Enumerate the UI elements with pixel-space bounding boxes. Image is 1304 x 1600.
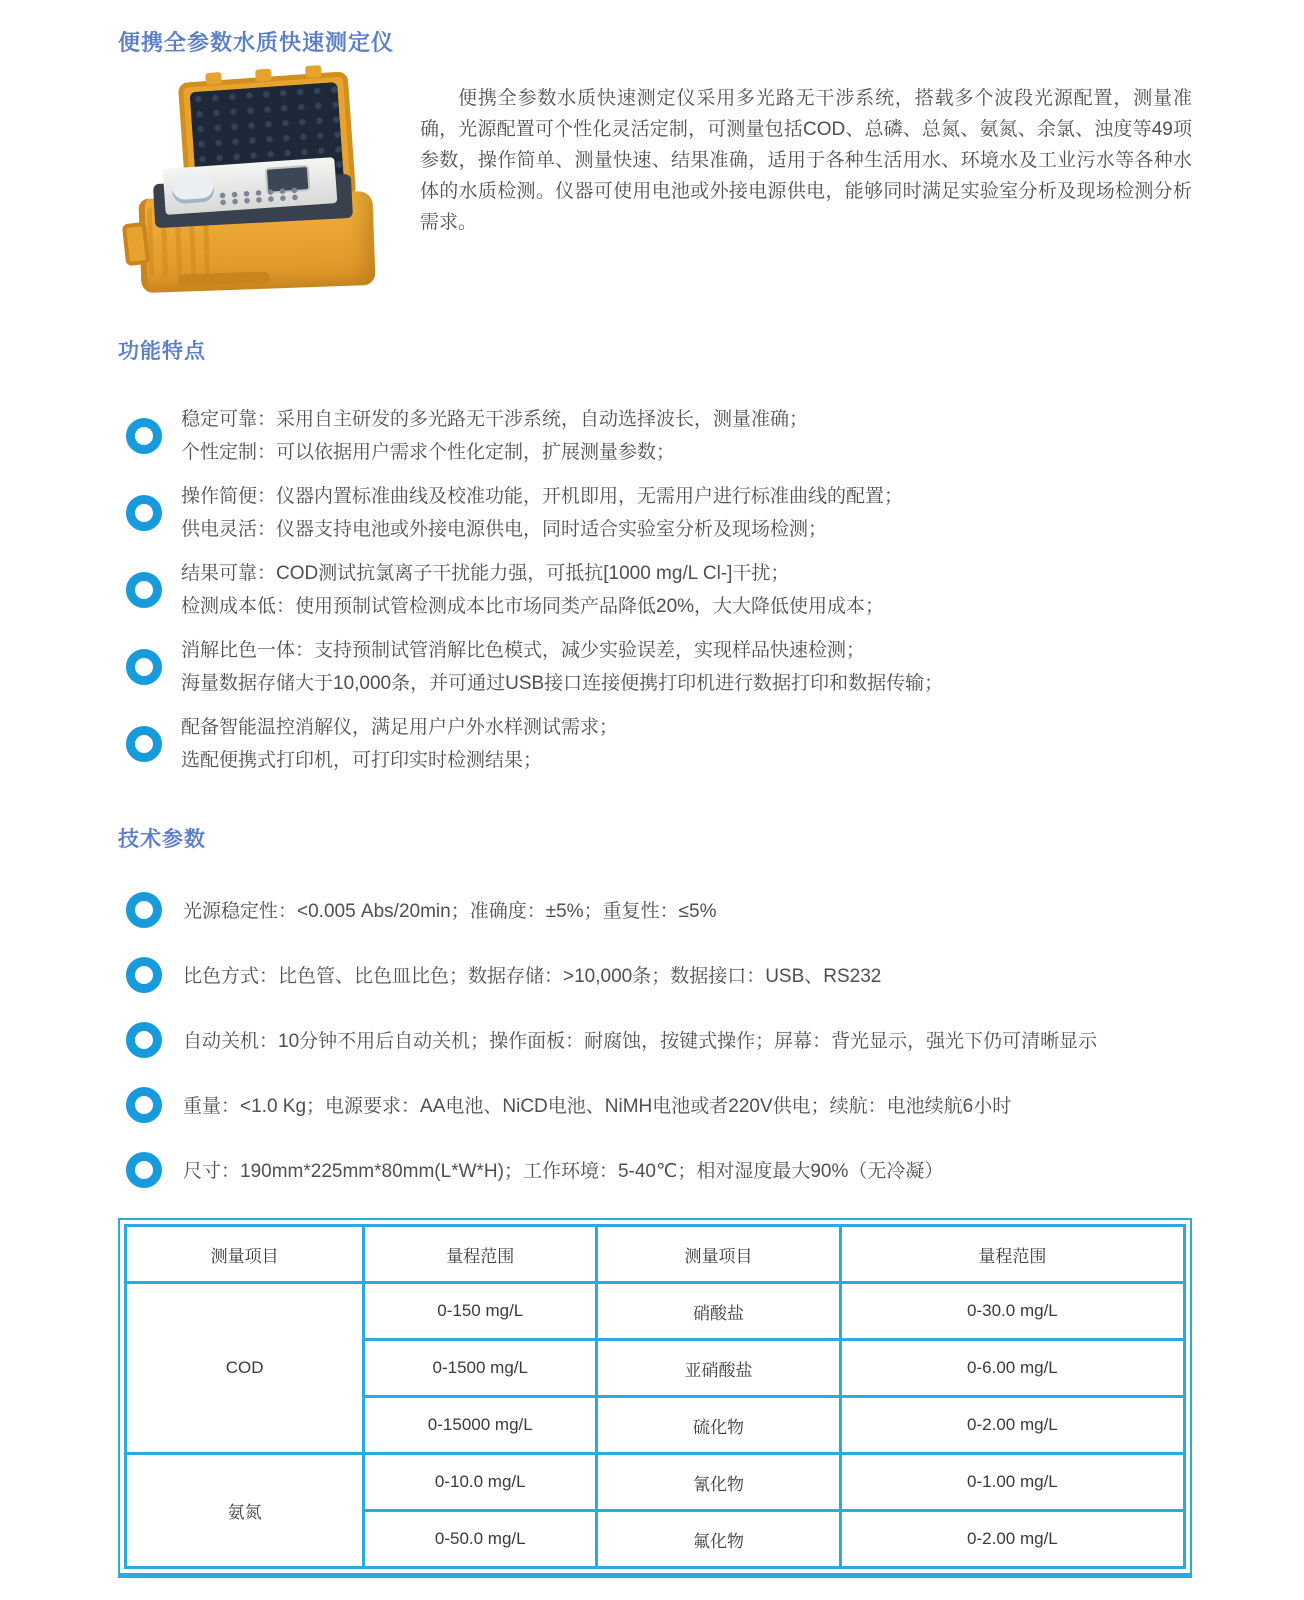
header-measure-item-1: 测量项目 xyxy=(126,1226,364,1283)
feature-text xyxy=(181,480,903,546)
range-cell: 0-2.00 mg/L xyxy=(840,1397,1184,1454)
group-name-cell: 氨氮 xyxy=(126,1454,364,1568)
feature-line: 操作简便：仪器内置标准曲线及校准功能，开机即用，无需用户进行标准曲线的配置； xyxy=(181,486,904,507)
bullet-ring-icon xyxy=(126,1152,162,1188)
param-cell: 氰化物 xyxy=(597,1454,841,1511)
range-cell: 0-15000 mg/L xyxy=(364,1397,597,1454)
feature-item xyxy=(118,634,1192,700)
feature-line: 供电灵活：仪器支持电池或外接电源供电，同时适合实验室分析及现场检测； xyxy=(181,519,828,540)
instrument-module xyxy=(171,176,215,205)
spec-item xyxy=(118,956,1192,993)
spec-text: 重量：<1.0 Kg；电源要求：AA电池、NiCD电池、NiMH电池或者220V供电；续航：电池续航6小时 xyxy=(183,1096,1012,1117)
bullet-ring-icon xyxy=(126,418,162,454)
case-handle xyxy=(122,222,150,266)
range-cell: 0-1500 mg/L xyxy=(364,1340,597,1397)
features-heading: 功能特点 xyxy=(118,340,206,363)
feature-item xyxy=(118,480,1192,546)
table-row xyxy=(126,1454,1185,1511)
param-cell: 亚硝酸盐 xyxy=(597,1340,841,1397)
bullet-ring-icon xyxy=(126,572,162,608)
spec-text: 尺寸：190mm*225mm*80mm(L*W*H)；工作环境：5-40℃；相对湿度最大90%（无冷凝） xyxy=(183,1161,944,1182)
case-latch xyxy=(205,72,222,85)
measurement-range-table xyxy=(118,1218,1192,1578)
feature-line: 选配便携式打印机，可打印实时检测结果； xyxy=(181,750,543,771)
product-intro-row xyxy=(118,75,1192,299)
bullet-ring-icon xyxy=(126,495,162,531)
feature-line: 个性定制：可以依据用户需求个性化定制，扩展测量参数； xyxy=(181,442,676,463)
range-cell: 0-10.0 mg/L xyxy=(364,1454,597,1511)
bullet-ring-icon xyxy=(126,649,162,685)
case-latch xyxy=(255,69,272,82)
spec-text: 光源稳定性：<0.005 Abs/20min；准确度：±5%；重复性：≤5% xyxy=(183,901,717,922)
bullet-ring-icon xyxy=(126,726,162,762)
feature-line: 稳定可靠：采用自主研发的多光路无干涉系统，自动选择波长，测量准确； xyxy=(181,409,809,430)
bullet-ring-icon xyxy=(126,892,162,928)
range-cell: 0-30.0 mg/L xyxy=(840,1283,1184,1340)
bullet-ring-icon xyxy=(126,1022,162,1058)
spec-item xyxy=(118,1021,1192,1058)
spec-item xyxy=(118,891,1192,928)
feature-line: 配备智能温控消解仪，满足用户户外水样测试需求； xyxy=(181,717,619,738)
feature-text xyxy=(181,711,618,777)
features-list xyxy=(118,403,1192,777)
bullet-ring-icon xyxy=(126,957,162,993)
range-cell: 0-1.00 mg/L xyxy=(840,1454,1184,1511)
feature-text xyxy=(181,557,884,623)
feature-text xyxy=(181,403,808,469)
spec-text: 比色方式：比色管、比色皿比色；数据存储：>10,000条；数据接口：USB、RS232 xyxy=(183,966,882,987)
spec-item xyxy=(118,1086,1192,1123)
spec-text: 自动关机：10分钟不用后自动关机；操作面板：耐腐蚀，按键式操作；屏幕：背光显示，强光下仍可清晰显示 xyxy=(183,1031,1098,1052)
page-title: 便携全参数水质快速测定仪 xyxy=(118,30,395,55)
bullet-ring-icon xyxy=(126,1087,162,1123)
table-header-row xyxy=(126,1226,1185,1283)
header-range-2: 量程范围 xyxy=(840,1226,1184,1283)
feature-item xyxy=(118,403,1192,469)
param-cell: 氟化物 xyxy=(597,1511,841,1568)
feature-line: 结果可靠：COD测试抗氯离子干扰能力强，可抵抗[1000 mg/L Cl-]干扰； xyxy=(181,563,790,584)
param-cell: 硫化物 xyxy=(597,1397,841,1454)
feature-item xyxy=(118,557,1192,623)
specs-heading: 技术参数 xyxy=(118,828,206,851)
spec-item xyxy=(118,1151,1192,1188)
table-row xyxy=(126,1283,1185,1340)
product-description: 便携全参数水质快速测定仪采用多光路无干涉系统，搭载多个波段光源配置，测量准确，光源配置可个性化灵活定制，可测量包括COD、总磷、总氮、氨氮、余氯、浊度等49项参数，操作简单、测量快速、结果准确，适用于各种生活用水、环境水及工业污水等各种水体的水质检测。仪器可使用电池或外接电源供电，能够同时满足实验室分析及现场检测分析需求。 xyxy=(420,88,1192,233)
range-cell: 0-150 mg/L xyxy=(364,1283,597,1340)
group-name-cell: COD xyxy=(126,1283,364,1454)
range-cell: 0-2.00 mg/L xyxy=(840,1511,1184,1568)
product-photo xyxy=(118,75,394,299)
feature-item xyxy=(118,711,1192,777)
specs-list xyxy=(118,891,1192,1188)
instrument-keypad xyxy=(216,186,303,206)
feature-line: 消解比色一体：支持预制试管消解比色模式，减少实验误差，实现样品快速检测； xyxy=(181,640,866,661)
header-measure-item-2: 测量项目 xyxy=(597,1226,841,1283)
range-cell: 0-6.00 mg/L xyxy=(840,1340,1184,1397)
range-cell: 0-50.0 mg/L xyxy=(364,1511,597,1568)
feature-line: 检测成本低：使用预制试管检测成本比市场同类产品降低20%，大大降低使用成本； xyxy=(181,596,885,617)
feature-text xyxy=(181,634,943,700)
header-range-1: 量程范围 xyxy=(364,1226,597,1283)
param-cell: 硝酸盐 xyxy=(597,1283,841,1340)
case-latch xyxy=(305,65,322,78)
feature-line: 海量数据存储大于10,000条，并可通过USB接口连接便携打印机进行数据打印和数据传输； xyxy=(181,673,944,694)
